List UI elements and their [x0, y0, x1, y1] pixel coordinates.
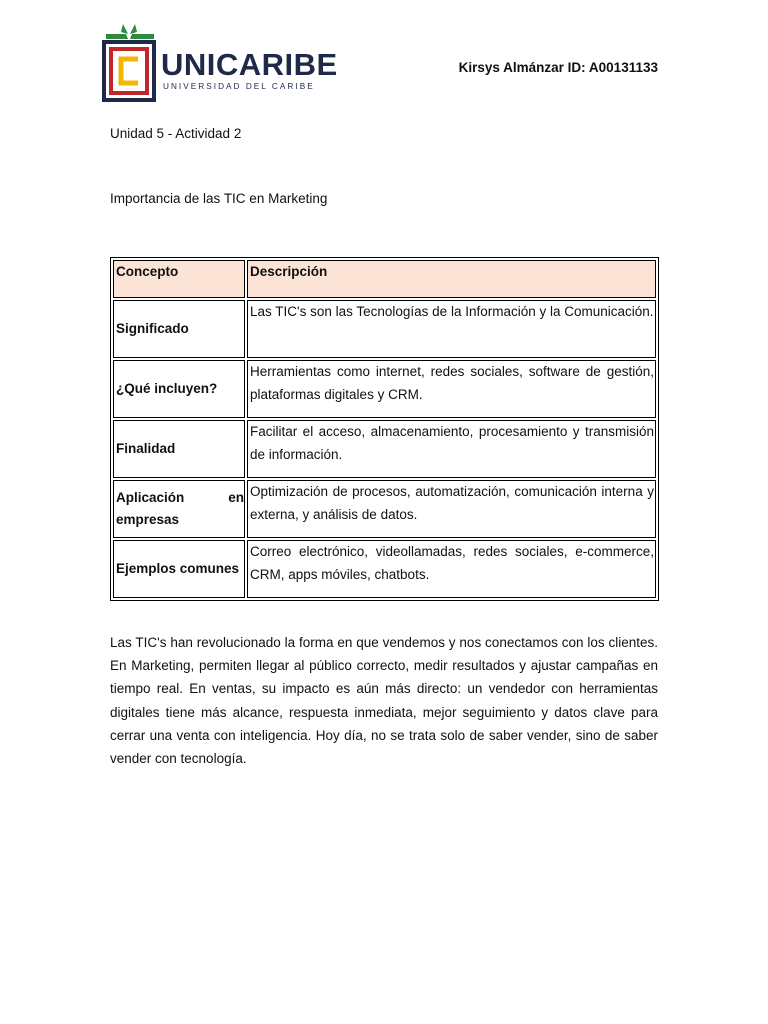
table-cell-description: Facilitar el acceso, almacenamiento, procesamiento y transmisión de información. [247, 420, 656, 478]
table-cell-concept: ¿Qué incluyen? [113, 360, 245, 418]
table-cell-concept: Aplicación en empresas [113, 480, 245, 538]
table-row [113, 420, 656, 478]
table-header-concept: Concepto [113, 260, 245, 298]
table-header-description: Descripción [247, 260, 656, 298]
body-paragraph: Las TIC's han revolucionado la forma en que vendemos y nos conectamos con los clientes. En Marketing, permiten llegar al público correcto, medir resultados y ajustar campañas en tiempo real. En ventas, su impacto es aún más directo: un vendedor con herramientas digitales tiene más alcance, respuesta inmediata, mejor seguimiento y datos clave para cerrar una venta con inteligencia. Hoy día, no se trata solo de saber vender, sino de saber vender con tecnología. [110, 635, 658, 767]
table-row [113, 300, 656, 358]
unicaribe-logo [101, 22, 338, 104]
table-cell-description: Correo electrónico, videollamadas, redes sociales, e-commerce, CRM, apps móviles, chatbots. [247, 540, 656, 598]
table-header-row [113, 260, 656, 298]
author-line: Kirsys Almánzar ID: A00131133 [458, 60, 658, 75]
table-row [113, 360, 656, 418]
concepts-table [110, 257, 659, 601]
table-cell-concept: Significado [113, 300, 245, 358]
unit-title: Unidad 5 - Actividad 2 [110, 126, 242, 141]
table-row [113, 540, 656, 598]
topic-title: Importancia de las TIC en Marketing [110, 191, 328, 206]
table-cell-description: Optimización de procesos, automatización, comunicación interna y externa, y análisis de datos. [247, 480, 656, 538]
table-cell-description: Las TIC's son las Tecnologías de la Información y la Comunicación. [247, 300, 656, 358]
table-cell-description: Herramientas como internet, redes sociales, software de gestión, plataformas digitales y CRM. [247, 360, 656, 418]
logo-emblem-icon [101, 22, 159, 104]
table-row [113, 480, 656, 538]
logo-subtitle: UNIVERSIDAD DEL CARIBE [163, 82, 315, 91]
table-cell-concept: Ejemplos comunes [113, 540, 245, 598]
logo-wordmark: UNICARIBE [161, 47, 338, 82]
table-cell-concept: Finalidad [113, 420, 245, 478]
